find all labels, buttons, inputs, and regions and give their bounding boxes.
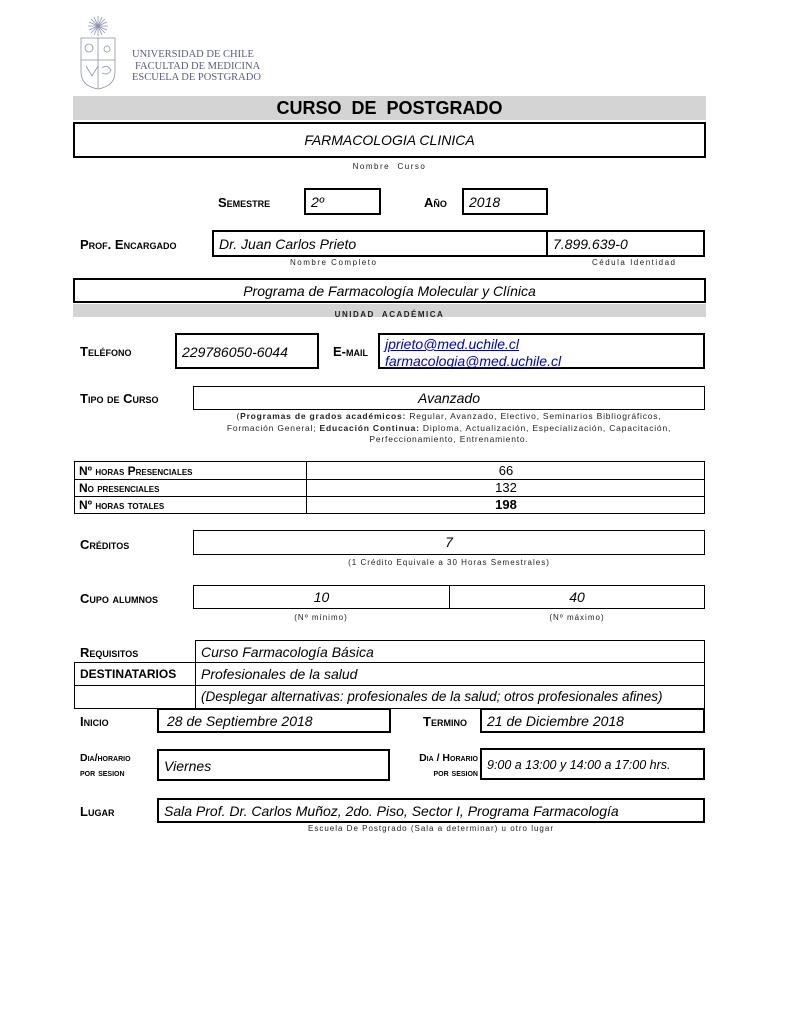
audience-value: Profesionales de la salud: [201, 666, 358, 682]
audience-label-cell: [75, 663, 196, 686]
place-caption: Escuela De Postgrado (Sala a determinar) u otro lugar: [308, 824, 554, 833]
email-link-1[interactable]: jprieto@med.uchile.cl: [385, 336, 520, 352]
hours-value[interactable]: 66: [306, 462, 705, 479]
quota-label: Cupo alumnos: [80, 591, 158, 606]
year-value: 2018: [469, 194, 501, 210]
hours-label: Nº horas totales: [79, 498, 165, 512]
course-name-box: [73, 122, 706, 158]
quota-max-field[interactable]: [450, 586, 704, 608]
place-field[interactable]: [157, 798, 705, 823]
note-heading-continuing: Educación Continua:: [319, 422, 420, 433]
year-label: Año: [424, 195, 447, 210]
credits-value: 7: [445, 534, 453, 550]
university-name: UNIVERSIDAD DE CHILE: [132, 49, 254, 60]
table-row: [75, 496, 704, 513]
institution-header: [132, 49, 261, 84]
requirements-field[interactable]: [195, 640, 705, 663]
table-row: [75, 462, 704, 480]
semester-value: 2º: [311, 194, 324, 210]
session-hours-field[interactable]: [480, 748, 705, 780]
end-value: 21 de Diciembre 2018: [487, 713, 624, 729]
phone-value: 229786050-6044: [182, 344, 288, 360]
email-label: E-mail: [333, 344, 368, 359]
professor-name-caption: Nombre Completo: [290, 258, 378, 267]
email-link-2[interactable]: farmacologia@med.uchile.cl: [385, 353, 562, 369]
audience-table: [74, 662, 705, 709]
credits-field[interactable]: [193, 530, 705, 555]
academic-unit: Programa de Farmacología Molecular y Clínica: [243, 283, 536, 299]
professor-name-field[interactable]: [214, 232, 548, 255]
university-logo: [78, 14, 118, 90]
quota-min-field[interactable]: [194, 586, 450, 608]
session-hours-value: 9:00 a 13:00 y 14:00 a 17:00 hrs.: [487, 758, 671, 772]
start-label: Inicio: [80, 714, 109, 729]
quota-min-value: 10: [313, 589, 330, 605]
course-type-note: (Programas de grados académicos: Regular, Avanzado, Electivo, Seminarios Bibliográficos, Formación General; Educación Continua: Diploma, Actualización, Especialización, Capacitación, Perfeccionamiento, Entrenamiento.: [226, 411, 672, 444]
hours-label: No presenciales: [79, 481, 160, 495]
course-type-field[interactable]: [193, 386, 705, 410]
course-type-label: Tipo de Curso: [80, 391, 159, 406]
course-name-caption: Nombre Curso: [352, 162, 427, 171]
session-day-value: Viernes: [164, 758, 212, 774]
hours-total-value[interactable]: 198: [306, 496, 705, 513]
table-row: [75, 479, 704, 497]
year-field[interactable]: [462, 188, 548, 215]
audience-field[interactable]: [196, 663, 704, 686]
session-day-field[interactable]: [157, 749, 390, 781]
end-label: Termino: [423, 714, 467, 729]
day-schedule-label: Dia/horario por sesion: [80, 752, 131, 779]
professor-name: Dr. Juan Carlos Prieto: [219, 236, 357, 252]
time-schedule-label: Dia / Horario por sesion: [419, 752, 478, 779]
start-field[interactable]: [157, 708, 391, 733]
note-heading-academic: Programas de grados académicos:: [240, 411, 407, 421]
professor-id-field[interactable]: [548, 232, 703, 255]
hours-table: [74, 461, 705, 514]
document-title: CURSO DE POSTGRADO: [276, 98, 503, 118]
audience-note: (Desplegar alternativas: profesionales de la salud; otros profesionales afines): [201, 689, 663, 704]
academic-unit-caption: UNIDAD ACADÉMICA: [334, 310, 445, 319]
document-title-bar: [73, 96, 706, 120]
quota-max-caption: (Nº máximo): [549, 613, 605, 622]
course-name: FARMACOLOGIA CLINICA: [304, 132, 475, 148]
end-field[interactable]: [480, 708, 705, 733]
professor-id-caption: Cédula Identidad: [592, 258, 677, 267]
requirements-value: Curso Farmacología Básica: [201, 644, 374, 660]
audience-label: DESTINATARIOS: [80, 667, 177, 681]
semester-label: Semestre: [218, 195, 271, 210]
quota-box: [193, 585, 705, 609]
requirements-label: Requisitos: [80, 645, 139, 660]
place-label: Lugar: [80, 804, 115, 819]
faculty-name: FACULTAD DE MEDICINA: [135, 60, 261, 72]
credits-caption: (1 Crédito Equivale a 30 Horas Semestrales): [348, 558, 550, 567]
audience-note-field[interactable]: [196, 686, 704, 708]
academic-unit-box: [73, 278, 706, 303]
hours-label: Nº horas Presenciales: [79, 464, 193, 478]
professor-box: [212, 230, 705, 257]
email-field: [378, 333, 705, 369]
semester-field[interactable]: [304, 188, 381, 215]
course-type-value: Avanzado: [417, 390, 480, 406]
start-value: 28 de Septiembre 2018: [167, 713, 313, 729]
professor-id: 7.899.639-0: [553, 236, 628, 252]
place-value: Sala Prof. Dr. Carlos Muñoz, 2do. Piso, Sector I, Programa Farmacología: [164, 803, 619, 819]
hours-value[interactable]: 132: [306, 479, 705, 496]
quota-min-caption: (Nº mínimo): [294, 613, 348, 622]
phone-label: Teléfono: [80, 344, 132, 359]
quota-max-value: 40: [569, 589, 585, 605]
academic-unit-caption-bar: [73, 304, 706, 317]
audience-blank-cell: [75, 686, 196, 708]
school-name: ESCUELA DE POSTGRADO: [132, 72, 261, 83]
phone-field[interactable]: [175, 333, 319, 369]
professor-label: Prof. Encargado: [80, 237, 177, 252]
credits-label: Créditos: [80, 537, 130, 552]
